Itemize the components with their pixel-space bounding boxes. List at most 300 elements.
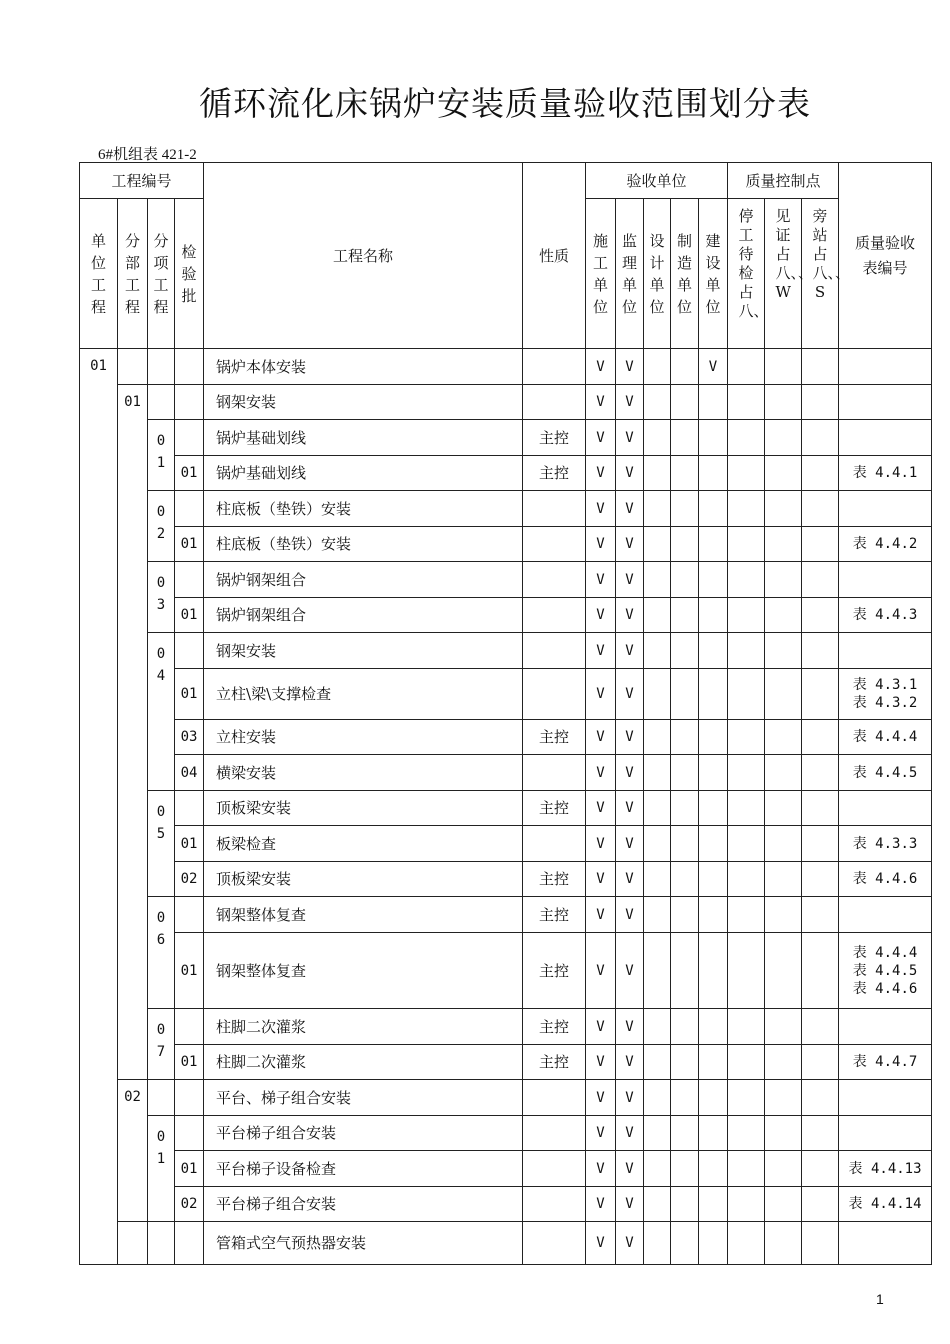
project-name-cell: 柱脚二次灌浆: [204, 1009, 523, 1045]
sub-item-cell: 04: [148, 633, 175, 791]
table-row: [80, 456, 932, 491]
construction-check: V: [586, 420, 616, 456]
sub-division-cell: [118, 349, 148, 385]
project-name-cell: 锅炉钢架组合: [204, 598, 523, 633]
table-row: [80, 562, 932, 598]
owner-check: [699, 1080, 728, 1116]
inspection-lot-cell: [175, 897, 204, 933]
nature-cell: 主控: [523, 456, 586, 491]
project-name-cell: 横梁安装: [204, 755, 523, 791]
side-point-cell: [802, 633, 839, 669]
owner-check: [699, 491, 728, 527]
owner-check: [699, 897, 728, 933]
project-name-cell: 锅炉基础划线: [204, 420, 523, 456]
hold-point-cell: [728, 1151, 765, 1187]
quality-form-cell: 表 4.4.1: [839, 456, 932, 491]
supervision-check: V: [616, 720, 644, 755]
table-row: [80, 527, 932, 562]
construction-check: V: [586, 527, 616, 562]
supervision-check: V: [616, 527, 644, 562]
quality-form-cell: 表 4.3.1 表 4.3.2: [839, 669, 932, 720]
inspection-lot-cell: 02: [175, 1187, 204, 1222]
construction-check: V: [586, 720, 616, 755]
inspection-lot-cell: [175, 633, 204, 669]
side-point-cell: [802, 456, 839, 491]
owner-check: V: [699, 349, 728, 385]
manufacturing-check: [671, 791, 699, 826]
inspection-lot-cell: 01: [175, 598, 204, 633]
side-point-cell: [802, 862, 839, 897]
hold-point-cell: [728, 826, 765, 862]
witness-point-cell: [765, 527, 802, 562]
hold-point-cell: [728, 897, 765, 933]
nature-cell: [523, 826, 586, 862]
project-name-cell: 板梁检查: [204, 826, 523, 862]
witness-point-cell: [765, 897, 802, 933]
construction-check: V: [586, 562, 616, 598]
table-row: [80, 862, 932, 897]
side-point-cell: [802, 1222, 839, 1265]
inspection-lot-cell: [175, 791, 204, 826]
quality-form-cell: 表 4.4.13: [839, 1151, 932, 1187]
supervision-check: V: [616, 1116, 644, 1151]
header-side-point: 旁站占八、、S: [802, 199, 839, 349]
hold-point-cell: [728, 1080, 765, 1116]
manufacturing-check: [671, 527, 699, 562]
design-check: [644, 598, 671, 633]
nature-cell: 主控: [523, 420, 586, 456]
nature-cell: 主控: [523, 720, 586, 755]
quality-form-cell: 表 4.4.3: [839, 598, 932, 633]
sub-item-cell: 06: [148, 897, 175, 1009]
table-row: [80, 633, 932, 669]
project-name-cell: 管箱式空气预热器安装: [204, 1222, 523, 1265]
owner-check: [699, 862, 728, 897]
owner-check: [699, 1222, 728, 1265]
project-name-cell: 平台梯子组合安装: [204, 1116, 523, 1151]
supervision-check: V: [616, 791, 644, 826]
sub-item-cell: 03: [148, 562, 175, 633]
sub-item-cell: 01: [148, 420, 175, 491]
project-name-cell: 锅炉钢架组合: [204, 562, 523, 598]
witness-point-cell: [765, 1009, 802, 1045]
design-check: [644, 1080, 671, 1116]
quality-form-cell: [839, 791, 932, 826]
supervision-check: V: [616, 1045, 644, 1080]
witness-point-cell: [765, 1151, 802, 1187]
quality-form-cell: [839, 385, 932, 420]
owner-check: [699, 598, 728, 633]
table-row: [80, 755, 932, 791]
table-row: [80, 349, 932, 385]
inspection-lot-cell: [175, 562, 204, 598]
design-check: [644, 897, 671, 933]
witness-point-cell: [765, 1045, 802, 1080]
supervision-check: V: [616, 755, 644, 791]
inspection-lot-cell: 01: [175, 456, 204, 491]
construction-check: V: [586, 598, 616, 633]
quality-form-cell: [839, 562, 932, 598]
manufacturing-check: [671, 669, 699, 720]
manufacturing-check: [671, 420, 699, 456]
witness-point-cell: [765, 349, 802, 385]
sub-item-cell: [148, 1222, 175, 1265]
header-unit-project: 单位工程: [80, 199, 118, 349]
quality-form-cell: [839, 491, 932, 527]
header-quality-control-points: 质量控制点: [728, 163, 839, 199]
manufacturing-check: [671, 1009, 699, 1045]
nature-cell: [523, 633, 586, 669]
manufacturing-check: [671, 491, 699, 527]
side-point-cell: [802, 755, 839, 791]
owner-check: [699, 420, 728, 456]
project-name-cell: 平台梯子组合安装: [204, 1187, 523, 1222]
hold-point-cell: [728, 562, 765, 598]
construction-check: V: [586, 791, 616, 826]
quality-form-cell: [839, 633, 932, 669]
side-point-cell: [802, 527, 839, 562]
design-check: [644, 1116, 671, 1151]
witness-point-cell: [765, 1187, 802, 1222]
header-owner-unit: 建设单位: [699, 199, 728, 349]
side-point-cell: [802, 1116, 839, 1151]
quality-form-cell: 表 4.3.3: [839, 826, 932, 862]
quality-form-cell: [839, 897, 932, 933]
supervision-check: V: [616, 385, 644, 420]
project-name-cell: 锅炉基础划线: [204, 456, 523, 491]
hold-point-cell: [728, 385, 765, 420]
supervision-check: V: [616, 491, 644, 527]
inspection-lot-cell: 01: [175, 527, 204, 562]
table-row: [80, 1045, 932, 1080]
hold-point-cell: [728, 420, 765, 456]
table-row: [80, 1222, 932, 1265]
witness-point-cell: [765, 456, 802, 491]
supervision-check: V: [616, 1151, 644, 1187]
quality-form-cell: [839, 420, 932, 456]
quality-form-cell: 表 4.4.4: [839, 720, 932, 755]
sub-item-cell: 05: [148, 791, 175, 897]
supervision-check: V: [616, 897, 644, 933]
construction-check: V: [586, 1151, 616, 1187]
design-check: [644, 1009, 671, 1045]
nature-cell: [523, 1116, 586, 1151]
design-check: [644, 527, 671, 562]
project-name-cell: 立柱\梁\支撑检查: [204, 669, 523, 720]
header-witness-point: 见证占八、、W: [765, 199, 802, 349]
quality-form-cell: 表 4.4.5: [839, 755, 932, 791]
manufacturing-check: [671, 598, 699, 633]
header-manufacturing-unit: 制造单位: [671, 199, 699, 349]
manufacturing-check: [671, 562, 699, 598]
hold-point-cell: [728, 791, 765, 826]
witness-point-cell: [765, 720, 802, 755]
inspection-lot-cell: 03: [175, 720, 204, 755]
sub-item-cell: 01: [148, 1116, 175, 1222]
header-hold-point: 停工待检占八、: [728, 199, 765, 349]
header-sub-item: 分项工程: [148, 199, 175, 349]
supervision-check: V: [616, 1080, 644, 1116]
supervision-check: V: [616, 669, 644, 720]
side-point-cell: [802, 1151, 839, 1187]
side-point-cell: [802, 349, 839, 385]
unit-project-cell: 01: [80, 349, 118, 1265]
header-inspection-lot: 检验批: [175, 199, 204, 349]
table-row: [80, 1009, 932, 1045]
supervision-check: V: [616, 933, 644, 1009]
witness-point-cell: [765, 1222, 802, 1265]
design-check: [644, 755, 671, 791]
inspection-lot-cell: [175, 1080, 204, 1116]
construction-check: V: [586, 385, 616, 420]
page-number: 1: [876, 1291, 884, 1307]
sub-division-cell: 02: [118, 1080, 148, 1222]
design-check: [644, 1222, 671, 1265]
manufacturing-check: [671, 633, 699, 669]
quality-form-cell: [839, 1080, 932, 1116]
header-acceptance-units: 验收单位: [586, 163, 728, 199]
side-point-cell: [802, 562, 839, 598]
hold-point-cell: [728, 720, 765, 755]
hold-point-cell: [728, 669, 765, 720]
supervision-check: V: [616, 1009, 644, 1045]
side-point-cell: [802, 1045, 839, 1080]
nature-cell: [523, 755, 586, 791]
nature-cell: [523, 1151, 586, 1187]
nature-cell: [523, 1080, 586, 1116]
nature-cell: [523, 562, 586, 598]
inspection-lot-cell: [175, 1116, 204, 1151]
inspection-lot-cell: [175, 1009, 204, 1045]
nature-cell: 主控: [523, 862, 586, 897]
design-check: [644, 349, 671, 385]
table-row: [80, 1080, 932, 1116]
design-check: [644, 420, 671, 456]
table-row: [80, 491, 932, 527]
design-check: [644, 385, 671, 420]
hold-point-cell: [728, 349, 765, 385]
side-point-cell: [802, 1009, 839, 1045]
side-point-cell: [802, 826, 839, 862]
inspection-lot-cell: [175, 491, 204, 527]
quality-form-cell: [839, 1222, 932, 1265]
design-check: [644, 826, 671, 862]
document-title: 循环流化床锅炉安装质量验收范围划分表: [199, 84, 811, 123]
witness-point-cell: [765, 420, 802, 456]
project-name-cell: 平台、梯子组合安装: [204, 1080, 523, 1116]
supervision-check: V: [616, 562, 644, 598]
inspection-lot-cell: [175, 1222, 204, 1265]
side-point-cell: [802, 598, 839, 633]
table-row: [80, 1187, 932, 1222]
quality-form-cell: [839, 1009, 932, 1045]
manufacturing-check: [671, 349, 699, 385]
owner-check: [699, 633, 728, 669]
hold-point-cell: [728, 1009, 765, 1045]
hold-point-cell: [728, 1045, 765, 1080]
nature-cell: 主控: [523, 933, 586, 1009]
project-name-cell: 顶板梁安装: [204, 862, 523, 897]
design-check: [644, 720, 671, 755]
hold-point-cell: [728, 456, 765, 491]
inspection-lot-cell: 04: [175, 755, 204, 791]
manufacturing-check: [671, 1222, 699, 1265]
side-point-cell: [802, 420, 839, 456]
nature-cell: [523, 385, 586, 420]
table-row: [80, 1151, 932, 1187]
design-check: [644, 456, 671, 491]
hold-point-cell: [728, 1187, 765, 1222]
quality-form-cell: 表 4.4.14: [839, 1187, 932, 1222]
header-nature: 性质: [523, 163, 586, 349]
side-point-cell: [802, 1080, 839, 1116]
manufacturing-check: [671, 456, 699, 491]
nature-cell: 主控: [523, 1009, 586, 1045]
design-check: [644, 933, 671, 1009]
manufacturing-check: [671, 862, 699, 897]
hold-point-cell: [728, 527, 765, 562]
manufacturing-check: [671, 1151, 699, 1187]
construction-check: V: [586, 1187, 616, 1222]
inspection-lot-cell: [175, 420, 204, 456]
header-supervision-unit: 监理单位: [616, 199, 644, 349]
table-row: [80, 385, 932, 420]
project-name-cell: 柱底板（垫铁）安装: [204, 491, 523, 527]
construction-check: V: [586, 669, 616, 720]
inspection-lot-cell: 01: [175, 1045, 204, 1080]
project-name-cell: 柱底板（垫铁）安装: [204, 527, 523, 562]
side-point-cell: [802, 385, 839, 420]
table-row: [80, 669, 932, 720]
owner-check: [699, 385, 728, 420]
supervision-check: V: [616, 598, 644, 633]
quality-form-cell: [839, 1116, 932, 1151]
construction-check: V: [586, 491, 616, 527]
design-check: [644, 633, 671, 669]
supervision-check: V: [616, 1222, 644, 1265]
construction-check: V: [586, 456, 616, 491]
project-name-cell: 顶板梁安装: [204, 791, 523, 826]
table-row: [80, 420, 932, 456]
manufacturing-check: [671, 755, 699, 791]
nature-cell: [523, 669, 586, 720]
owner-check: [699, 720, 728, 755]
construction-check: V: [586, 1116, 616, 1151]
inspection-lot-cell: 01: [175, 1151, 204, 1187]
sub-division-cell: [118, 1222, 148, 1265]
nature-cell: 主控: [523, 791, 586, 826]
inspection-lot-cell: [175, 349, 204, 385]
header-construction-unit: 施工单位: [586, 199, 616, 349]
design-check: [644, 791, 671, 826]
header-project-code: 工程编号: [80, 163, 204, 199]
sub-item-cell: [148, 385, 175, 420]
owner-check: [699, 826, 728, 862]
nature-cell: [523, 491, 586, 527]
witness-point-cell: [765, 862, 802, 897]
design-check: [644, 491, 671, 527]
supervision-check: V: [616, 826, 644, 862]
sub-division-cell: 01: [118, 385, 148, 1080]
supervision-check: V: [616, 420, 644, 456]
side-point-cell: [802, 720, 839, 755]
table-number: 6#机组表 421-2: [98, 147, 197, 163]
hold-point-cell: [728, 633, 765, 669]
side-point-cell: [802, 1187, 839, 1222]
witness-point-cell: [765, 933, 802, 1009]
inspection-lot-cell: 01: [175, 669, 204, 720]
table-row: [80, 933, 932, 1009]
acceptance-scope-table: [79, 162, 932, 1265]
sub-item-cell: [148, 349, 175, 385]
supervision-check: V: [616, 1187, 644, 1222]
hold-point-cell: [728, 862, 765, 897]
nature-cell: [523, 598, 586, 633]
supervision-check: V: [616, 456, 644, 491]
witness-point-cell: [765, 791, 802, 826]
manufacturing-check: [671, 1045, 699, 1080]
witness-point-cell: [765, 1080, 802, 1116]
owner-check: [699, 1009, 728, 1045]
hold-point-cell: [728, 491, 765, 527]
design-check: [644, 669, 671, 720]
header-quality-form-no: 质量验收表编号: [839, 163, 932, 349]
sub-item-cell: [148, 1080, 175, 1116]
inspection-lot-cell: [175, 385, 204, 420]
owner-check: [699, 456, 728, 491]
manufacturing-check: [671, 1080, 699, 1116]
quality-form-cell: 表 4.4.2: [839, 527, 932, 562]
nature-cell: [523, 1187, 586, 1222]
hold-point-cell: [728, 598, 765, 633]
owner-check: [699, 933, 728, 1009]
project-name-cell: 锅炉本体安装: [204, 349, 523, 385]
project-name-cell: 钢架安装: [204, 385, 523, 420]
construction-check: V: [586, 933, 616, 1009]
table-row: [80, 897, 932, 933]
witness-point-cell: [765, 598, 802, 633]
project-name-cell: 柱脚二次灌浆: [204, 1045, 523, 1080]
owner-check: [699, 527, 728, 562]
nature-cell: 主控: [523, 897, 586, 933]
hold-point-cell: [728, 933, 765, 1009]
quality-form-cell: [839, 349, 932, 385]
header-project-name: 工程名称: [204, 163, 523, 349]
sub-item-cell: 07: [148, 1009, 175, 1080]
design-check: [644, 562, 671, 598]
nature-cell: [523, 349, 586, 385]
owner-check: [699, 1045, 728, 1080]
hold-point-cell: [728, 1116, 765, 1151]
header-design-unit: 设计单位: [644, 199, 671, 349]
supervision-check: V: [616, 349, 644, 385]
witness-point-cell: [765, 755, 802, 791]
nature-cell: [523, 1222, 586, 1265]
manufacturing-check: [671, 826, 699, 862]
inspection-lot-cell: 02: [175, 862, 204, 897]
construction-check: V: [586, 1222, 616, 1265]
owner-check: [699, 1116, 728, 1151]
design-check: [644, 1187, 671, 1222]
quality-form-cell: 表 4.4.4 表 4.4.5 表 4.4.6: [839, 933, 932, 1009]
table-row: [80, 791, 932, 826]
side-point-cell: [802, 491, 839, 527]
manufacturing-check: [671, 1116, 699, 1151]
design-check: [644, 862, 671, 897]
side-point-cell: [802, 669, 839, 720]
construction-check: V: [586, 1009, 616, 1045]
nature-cell: 主控: [523, 1045, 586, 1080]
